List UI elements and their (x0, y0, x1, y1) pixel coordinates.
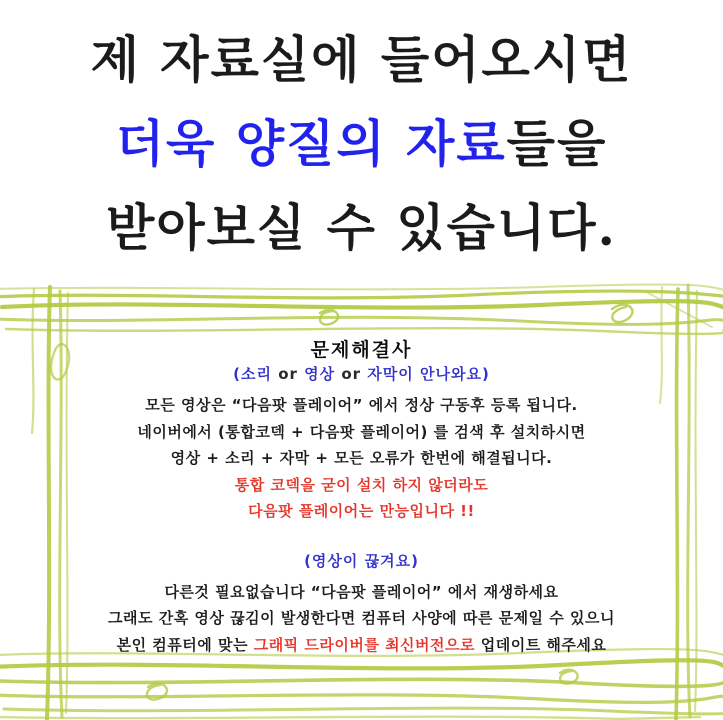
last-line-black2: 업데이트 해주세요 (475, 635, 607, 654)
hero-text (0, 0, 723, 270)
heading1-or: or (341, 365, 362, 383)
hero-line-2-black: 들을 (506, 114, 608, 173)
heading1-part: 영상 (297, 365, 342, 383)
notice-last-line (60, 632, 663, 659)
last-line-red: 그래픽 드라이버를 최신버전으로 (253, 635, 476, 654)
hero-line-1: 제 자료실에 들어오시면 (90, 30, 633, 89)
notice-line: 모든 영상은 “다음팟 플레이어” 에서 정상 구동후 등록 됩니다. (145, 396, 578, 414)
heading1-part: 자막이 안나와요) (361, 365, 490, 383)
heading1-or: or (278, 365, 298, 383)
notice-line: 그래도 간혹 영상 끊김이 발생한다면 컴퓨터 사양에 따른 문제일 수 있으니 (108, 609, 615, 627)
notice-line: 다른것 필요없습니다 “다음팟 플레이어” 에서 재생하세요 (164, 582, 559, 601)
section1-heading (60, 362, 663, 386)
notice-line: 네이버에서 (통합코덱 + 다음팟 플레이어) 를 검색 후 설치하시면 (137, 422, 586, 441)
notice-line: 영상 + 소리 + 자막 + 모든 오류가 한번에 해결됩니다. (170, 449, 553, 467)
last-line-black1: 본인 컴퓨터에 맞는 (116, 635, 254, 654)
panel-title: 문제해결사 (310, 339, 413, 361)
hero-line-3: 받아보실 수 있습니다. (106, 198, 617, 257)
notice-red-line: 통합 코덱을 굳이 설치 하지 않더라도 (234, 475, 489, 494)
notice-red-line: 다음팟 플레이어는 만능입니다 !! (248, 502, 475, 520)
hero-line-2 (0, 102, 723, 186)
hero-line-2-blue: 더욱 양질의 자료 (115, 114, 507, 173)
notice-panel (60, 338, 663, 658)
heading1-part: (소리 (233, 365, 279, 383)
section2-heading: (영상이 끊겨요) (304, 551, 419, 570)
